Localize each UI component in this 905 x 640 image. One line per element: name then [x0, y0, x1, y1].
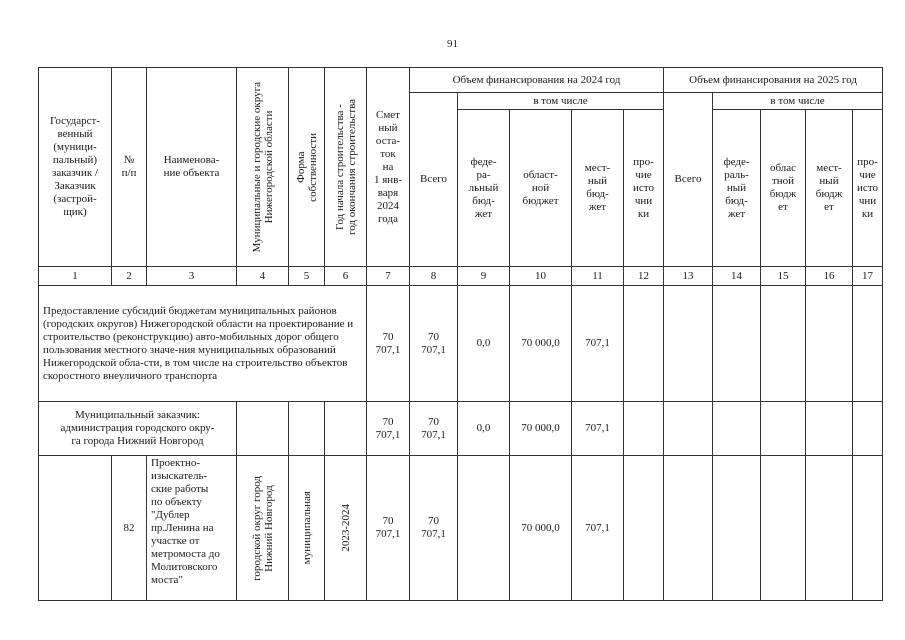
column-number: 14 — [713, 267, 761, 286]
header-regional-2025: облас тной бюдж ет — [761, 110, 806, 267]
header-federal-2024: феде- ра- льный бюд- жет — [458, 110, 510, 267]
empty-cell — [664, 456, 713, 601]
empty-cell — [458, 456, 510, 601]
empty-cell — [39, 456, 112, 601]
column-number: 13 — [664, 267, 713, 286]
customer-federal-2024: 0,0 — [458, 402, 510, 456]
header-num: № п/п — [112, 68, 147, 267]
section-row — [39, 286, 883, 402]
header-ownership: Форма собственности — [289, 68, 325, 267]
header-local-2025: мест- ный бюдж ет — [806, 110, 853, 267]
empty-cell — [624, 286, 664, 402]
header-customer: Государст- венный (муници- пальный) заказчик / Заказчик (застрой- щик) — [39, 68, 112, 267]
header-other-2025: про- чие исто чни ки — [853, 110, 883, 267]
section-local-2024: 707,1 — [572, 286, 624, 402]
header-financing-2025: Объем финансирования на 2025 год — [664, 68, 883, 93]
empty-cell — [806, 456, 853, 601]
project-local-2024: 707,1 — [572, 456, 624, 601]
column-number: 9 — [458, 267, 510, 286]
column-numbers-row — [39, 267, 883, 286]
empty-cell — [853, 456, 883, 601]
customer-description: Муниципальный заказчик: администрация городского окру- га города Нижний Новгород — [39, 402, 237, 456]
project-row — [39, 456, 883, 601]
header-including-2025: в том числе — [713, 93, 883, 110]
column-number: 11 — [572, 267, 624, 286]
column-number: 3 — [147, 267, 237, 286]
empty-cell — [806, 286, 853, 402]
column-number: 17 — [853, 267, 883, 286]
section-description: Предоставление субсидий бюджетам муниципальных районов (городских округов) Нижегородской области на проектирование и строительство (реконструкцию) авто-мобильных дорог общего пользования местного значе-ния муниципальных образований Нижегородской обла-сти, в том числе на строительство объектов скоростного внеуличного транспорта — [39, 286, 367, 402]
section-regional-2024: 70 000,0 — [510, 286, 572, 402]
empty-cell — [713, 286, 761, 402]
column-number: 16 — [806, 267, 853, 286]
column-number: 2 — [112, 267, 147, 286]
column-number: 7 — [367, 267, 410, 286]
project-name: Проектно- изыскатель- ские работы по объекту "Дублер пр.Ленина на участке от метромоста до Молитовского моста" — [147, 456, 237, 601]
column-number: 8 — [410, 267, 458, 286]
empty-cell — [761, 456, 806, 601]
header-years: Год начала строительства - год окончания строительства — [325, 68, 367, 267]
project-balance: 70 707,1 — [367, 456, 410, 601]
project-years: 2023-2024 — [325, 456, 367, 601]
header-total-2025: Всего — [664, 93, 713, 267]
header-name: Наименова- ние объекта — [147, 68, 237, 267]
empty-cell — [713, 402, 761, 456]
empty-cell — [237, 402, 289, 456]
project-regional-2024: 70 000,0 — [510, 456, 572, 601]
column-number: 5 — [289, 267, 325, 286]
empty-cell — [664, 402, 713, 456]
empty-cell — [289, 402, 325, 456]
section-federal-2024: 0,0 — [458, 286, 510, 402]
column-number: 4 — [237, 267, 289, 286]
financing-table — [38, 67, 883, 601]
customer-regional-2024: 70 000,0 — [510, 402, 572, 456]
empty-cell — [806, 402, 853, 456]
empty-cell — [713, 456, 761, 601]
header-including-2024: в том числе — [458, 93, 664, 110]
customer-balance: 70 707,1 — [367, 402, 410, 456]
header-local-2024: мест- ный бюд- жет — [572, 110, 624, 267]
section-balance: 70 707,1 — [367, 286, 410, 402]
empty-cell — [624, 402, 664, 456]
empty-cell — [624, 456, 664, 601]
page-number: 91 — [447, 38, 458, 50]
empty-cell — [761, 402, 806, 456]
header-federal-2025: феде- раль- ный бюд- жет — [713, 110, 761, 267]
header-balance: Смет ный оста- ток на 1 янв- варя 2024 года — [367, 68, 410, 267]
column-number: 1 — [39, 267, 112, 286]
empty-cell — [325, 402, 367, 456]
customer-total-2024: 70 707,1 — [410, 402, 458, 456]
header-financing-2024: Объем финансирования на 2024 год — [410, 68, 664, 93]
column-number: 10 — [510, 267, 572, 286]
project-municipality: городской округ город Нижний Новгород — [237, 456, 289, 601]
empty-cell — [853, 402, 883, 456]
empty-cell — [761, 286, 806, 402]
section-total-2024: 70 707,1 — [410, 286, 458, 402]
column-number: 12 — [624, 267, 664, 286]
header-regional-2024: област- ной бюджет — [510, 110, 572, 267]
empty-cell — [664, 286, 713, 402]
customer-local-2024: 707,1 — [572, 402, 624, 456]
customer-row — [39, 402, 883, 456]
header-total-2024: Всего — [410, 93, 458, 267]
column-number: 6 — [325, 267, 367, 286]
project-num: 82 — [112, 456, 147, 601]
project-total-2024: 70 707,1 — [410, 456, 458, 601]
project-ownership: муниципальная — [289, 456, 325, 601]
header-other-2024: про- чие исто чни ки — [624, 110, 664, 267]
empty-cell — [853, 286, 883, 402]
header-municipality: Муниципальные и городские округа Нижегородской области — [237, 68, 289, 267]
column-number: 15 — [761, 267, 806, 286]
